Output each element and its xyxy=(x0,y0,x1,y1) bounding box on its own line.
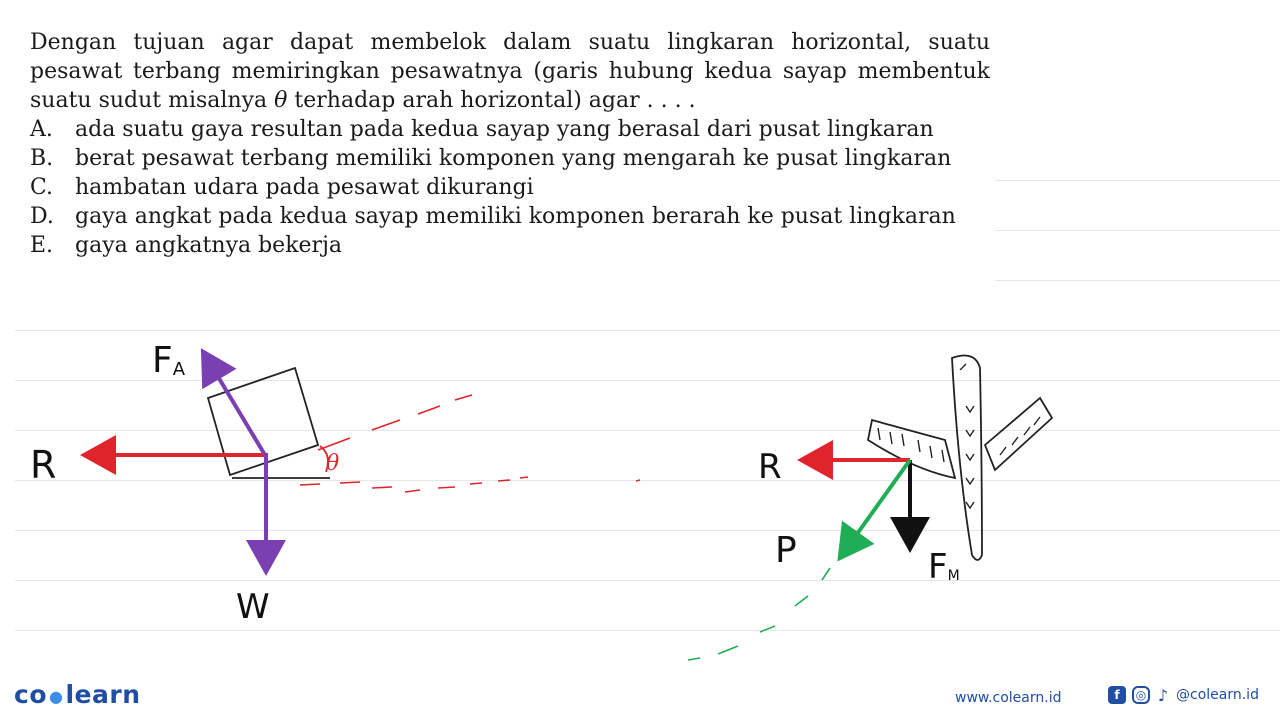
dashed-trajectory xyxy=(300,477,640,492)
option-letter: D. xyxy=(30,204,54,229)
label-p: P xyxy=(775,530,797,571)
instagram-icon[interactable]: ◎ xyxy=(1132,686,1150,704)
lift-force-arrow xyxy=(205,355,265,455)
option-letter: C. xyxy=(30,175,54,200)
logo-dot: ● xyxy=(49,686,64,706)
label-w: W xyxy=(236,587,270,627)
label-r-right: R xyxy=(758,447,782,487)
option-letter: E. xyxy=(30,233,54,258)
plane-fuselage xyxy=(952,356,982,560)
social-handle[interactable]: @colearn.id xyxy=(1176,687,1259,703)
left-diagram xyxy=(30,340,640,627)
option-letter: B. xyxy=(30,146,54,171)
option-text: gaya angkat pada kedua sayap memiliki komponen berarah ke pusat lingkaran xyxy=(75,204,956,229)
dashed-trajectory xyxy=(318,395,472,450)
dashed-circle-path xyxy=(688,568,830,660)
option-text: gaya angkatnya bekerja xyxy=(75,233,343,258)
option-text: hambatan udara pada pesawat dikurangi xyxy=(75,175,534,200)
option-text: berat pesawat terbang memiliki komponen yang mengarah ke pusat lingkaran xyxy=(75,146,952,171)
label-fm: FM xyxy=(928,547,960,587)
right-diagram xyxy=(688,356,1052,660)
tiktok-icon[interactable]: ♪ xyxy=(1157,685,1169,705)
wing-hatching xyxy=(878,364,1040,508)
question-stem: Dengan tujuan agar dapat membelok dalam suatu lingkaran horizontal, suatu pesawat terbang memiringkan pesawatnya (garis hubung kedua sayap membentuk suatu sudut misalnya θ terhadap arah horizontal) agar . . . . xyxy=(30,30,990,113)
website-link[interactable]: www.colearn.id xyxy=(955,690,1062,706)
label-r-left: R xyxy=(30,443,57,487)
social-links xyxy=(1108,686,1259,704)
theta-symbol: θ xyxy=(274,88,288,113)
facebook-icon[interactable]: f xyxy=(1108,686,1126,704)
colearn-logo: co ●learn xyxy=(14,680,141,709)
lift-component-arrow xyxy=(842,460,910,555)
plane-right-wing xyxy=(985,398,1052,470)
option-text: ada suatu gaya resultan pada kedua sayap yang berasal dari pusat lingkaran xyxy=(75,117,934,142)
label-fa: FA xyxy=(152,340,186,381)
label-theta: θ xyxy=(326,451,340,476)
option-letter: A. xyxy=(30,117,53,142)
